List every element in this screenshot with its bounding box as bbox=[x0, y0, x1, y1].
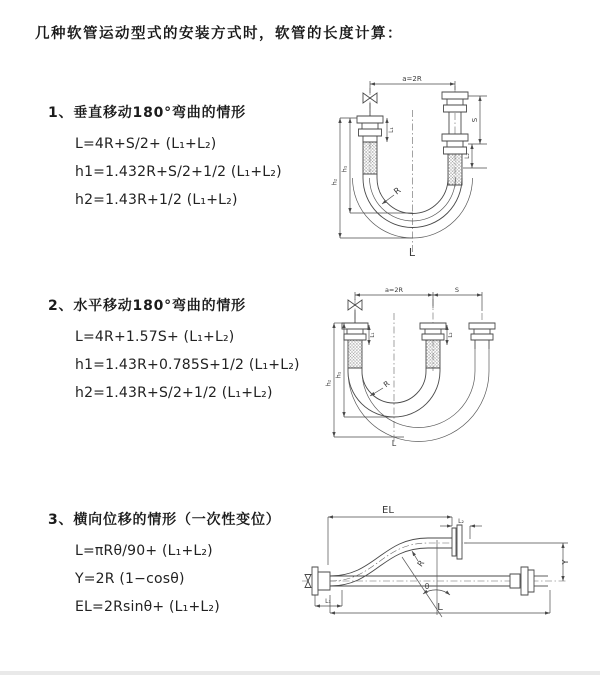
dimension-l2-label: L₂ bbox=[464, 153, 471, 159]
section-lateral-displacement bbox=[48, 509, 323, 621]
radius-leader bbox=[370, 388, 383, 396]
horizontal-bend-drawing bbox=[312, 283, 592, 448]
u-bend-hose-curves bbox=[348, 349, 489, 442]
dimension-y-label: Y bbox=[561, 559, 570, 565]
dimension-h1-label: h₁ bbox=[340, 165, 349, 173]
formula-length: L=4R+S/2+ (L₁+L₂) bbox=[75, 136, 217, 152]
theta-label: θ bbox=[424, 582, 430, 591]
braided-hose-section bbox=[363, 142, 377, 174]
dimension-a-2r-label: a=2R bbox=[384, 286, 404, 294]
radius-label: R bbox=[392, 185, 404, 198]
vertical-bend-drawing bbox=[315, 72, 590, 267]
dimension-l-label: L bbox=[437, 602, 443, 613]
page-title: 几种软管运动型式的安装方式时，软管的长度计算： bbox=[35, 26, 403, 42]
formula-h1: h1=1.432R+S/2+1/2 (L₁+L₂) bbox=[75, 164, 282, 180]
section-3-heading: 3、横向位移的情形（一次性变位） bbox=[48, 512, 281, 528]
braided-hose-section bbox=[348, 340, 362, 368]
dimension-l2-label: L₂ bbox=[448, 332, 454, 338]
page-bottom-edge bbox=[0, 671, 600, 675]
formula-y: Y=2R (1−cosθ) bbox=[75, 571, 185, 587]
dimension-s-label: S bbox=[454, 286, 460, 294]
diagram-vertical-180-bend bbox=[315, 72, 590, 267]
braided-hose-section bbox=[426, 340, 440, 368]
formula-el: EL=2Rsinθ+ (L₁+L₂) bbox=[75, 599, 220, 615]
diagram-horizontal-180-bend bbox=[312, 283, 592, 448]
braided-hose-section bbox=[448, 154, 462, 185]
left-hose-fitting bbox=[357, 116, 383, 174]
upper-right-flange bbox=[452, 525, 462, 559]
radius-label: R bbox=[415, 558, 427, 569]
formula-h2: h2=1.43R+S/2+1/2 (L₁+L₂) bbox=[75, 385, 273, 401]
section-2-heading: 2、水平移动180°弯曲的情形 bbox=[48, 298, 246, 314]
formula-h1: h1=1.43R+0.785S+1/2 (L₁+L₂) bbox=[75, 357, 300, 373]
section-horizontal-movement bbox=[48, 295, 323, 407]
length-label: L bbox=[391, 439, 397, 448]
right-hose-fitting bbox=[469, 323, 495, 349]
dimension-h1-label: h₁ bbox=[334, 371, 343, 379]
dimension-h2-label: h₂ bbox=[324, 379, 333, 387]
radius-label: R bbox=[381, 378, 392, 390]
diagram-lateral-displacement bbox=[300, 495, 600, 650]
radius-leader bbox=[412, 551, 418, 561]
dimension-s-label: S bbox=[471, 117, 479, 123]
formula-length: L=4R+1.57S+ (L₁+L₂) bbox=[75, 329, 235, 345]
dimension-l1-label: L₁ bbox=[388, 127, 395, 133]
left-hose-fitting bbox=[342, 323, 368, 368]
left-flange bbox=[312, 567, 330, 595]
dimension-l1-label: L₁ bbox=[325, 598, 331, 605]
dimension-h2-label: h₂ bbox=[330, 178, 339, 186]
section-vertical-movement bbox=[48, 102, 323, 214]
section-1-heading: 1、垂直移动180°弯曲的情形 bbox=[48, 105, 246, 121]
right-hose-fitting bbox=[442, 92, 468, 185]
valve-icon bbox=[363, 93, 377, 116]
s-curve-hose bbox=[330, 538, 468, 586]
dimension-el-label: EL bbox=[382, 505, 394, 516]
formula-length: L=πRθ/90+ (L₁+L₂) bbox=[75, 543, 213, 559]
length-label: L bbox=[408, 246, 416, 259]
dimension-l2-label: L₂ bbox=[458, 518, 464, 525]
middle-hose-fitting bbox=[420, 323, 446, 368]
lateral-displacement-drawing bbox=[300, 495, 600, 650]
dimension-a-2r-label: a=2R bbox=[402, 75, 422, 83]
formula-h2: h2=1.43R+1/2 (L₁+L₂) bbox=[75, 192, 238, 208]
dimension-l1-label: L₁ bbox=[370, 332, 376, 338]
